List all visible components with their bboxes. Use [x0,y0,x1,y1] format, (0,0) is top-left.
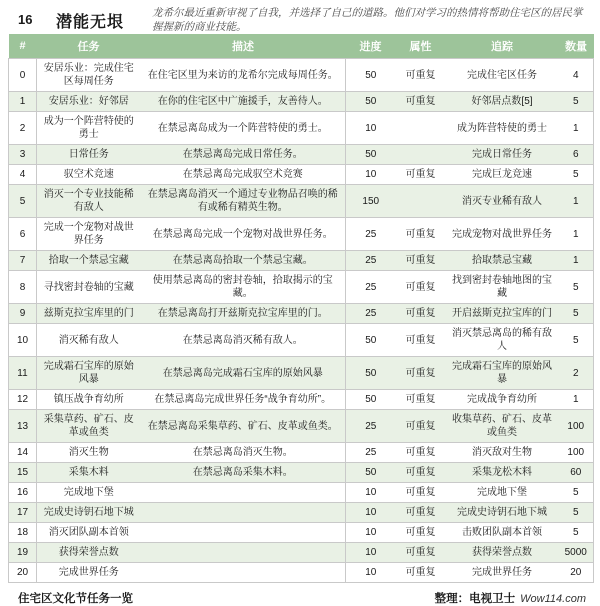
column-header-track: 追踪 [446,34,559,59]
cell-task: 获得荣誉点数 [37,543,141,563]
cell-description [141,543,346,563]
table-row [9,271,594,304]
cell-description: 在禁忌离岛完成日常任务。 [141,145,346,165]
cell-track: 完成地下堡 [446,483,559,503]
cell-index: 4 [9,165,37,185]
cell-attribute: 可重复 [396,165,446,185]
cell-description [141,563,346,583]
table-row [9,145,594,165]
cell-track: 拾取禁忌宝藏 [446,251,559,271]
cell-track: 获得荣誉点数 [446,543,559,563]
cell-attribute [396,185,446,218]
cell-attribute: 可重复 [396,218,446,251]
section-header [0,0,600,34]
table-row [9,410,594,443]
cell-track: 完成史诗钥石地下城 [446,503,559,523]
cell-quantity: 2 [559,357,594,390]
cell-task: 采集草药、矿石、皮革或鱼类 [37,410,141,443]
cell-attribute: 可重复 [396,304,446,324]
cell-task: 安居乐业：好邻居 [37,92,141,112]
cell-index: 10 [9,324,37,357]
cell-attribute: 可重复 [396,443,446,463]
cell-index: 19 [9,543,37,563]
table-row [9,92,594,112]
cell-description: 在禁忌离岛消灭一个通过专业物品召唤的稀有或稀有精英生物。 [141,185,346,218]
cell-quantity: 1 [559,218,594,251]
cell-progress: 50 [346,145,396,165]
cell-track: 完成宠物对战世界任务 [446,218,559,251]
table-row [9,443,594,463]
cell-task: 成为一个阵营特使的勇士 [37,112,141,145]
footer-credit [435,590,586,606]
table-row [9,165,594,185]
cell-attribute: 可重复 [396,483,446,503]
cell-index: 16 [9,483,37,503]
cell-track: 开启兹斯克拉宝库的门 [446,304,559,324]
cell-task: 消灭一个专业技能稀有敌人 [37,185,141,218]
section-title: 潜能无垠 [56,14,125,31]
cell-task: 兹斯克拉宝库里的门 [37,304,141,324]
cell-task: 拾取一个禁忌宝藏 [37,251,141,271]
table-row [9,357,594,390]
column-header-index: # [9,34,37,59]
cell-progress: 25 [346,304,396,324]
cell-progress: 50 [346,357,396,390]
table-row [9,218,594,251]
cell-quantity: 20 [559,563,594,583]
cell-index: 20 [9,563,37,583]
cell-quantity: 5 [559,483,594,503]
cell-index: 14 [9,443,37,463]
cell-index: 15 [9,463,37,483]
column-header-description: 描述 [141,34,346,59]
cell-progress: 150 [346,185,396,218]
cell-progress: 50 [346,324,396,357]
cell-quantity: 5 [559,324,594,357]
cell-track: 完成战争育幼所 [446,390,559,410]
cell-quantity: 1 [559,112,594,145]
cell-track: 完成霜石宝库的原始风暴 [446,357,559,390]
cell-quantity: 1 [559,390,594,410]
cell-task: 驭空术竞速 [37,165,141,185]
cell-track: 好邻居点数[5] [446,92,559,112]
table-row [9,112,594,145]
cell-index: 9 [9,304,37,324]
cell-description: 在你的住宅区中广施援手，友善待人。 [141,92,346,112]
cell-attribute: 可重复 [396,410,446,443]
task-table-body [9,59,594,583]
section-number: 16 [18,12,33,27]
cell-index: 1 [9,92,37,112]
cell-progress: 25 [346,251,396,271]
cell-progress: 10 [346,503,396,523]
cell-track: 成为阵营特使的勇士 [446,112,559,145]
cell-attribute: 可重复 [396,271,446,304]
cell-progress: 10 [346,483,396,503]
cell-index: 13 [9,410,37,443]
cell-track: 找到密封卷轴地图的宝藏 [446,271,559,304]
cell-quantity: 4 [559,59,594,92]
cell-description [141,483,346,503]
cell-track: 完成住宅区任务 [446,59,559,92]
cell-attribute: 可重复 [396,563,446,583]
cell-track: 收集草药、矿石、皮革或鱼类 [446,410,559,443]
cell-index: 2 [9,112,37,145]
cell-progress: 50 [346,92,396,112]
cell-attribute: 可重复 [396,59,446,92]
cell-description [141,503,346,523]
footer [0,583,600,606]
cell-description: 在禁忌离岛完成霜石宝库的原始风暴 [141,357,346,390]
cell-index: 6 [9,218,37,251]
cell-attribute: 可重复 [396,324,446,357]
cell-quantity: 1 [559,185,594,218]
cell-attribute: 可重复 [396,503,446,523]
cell-description: 在禁忌离岛消灭生物。 [141,443,346,463]
cell-description: 在住宅区里为来访的龙希尔完成每周任务。 [141,59,346,92]
column-header-progress: 进度 [346,34,396,59]
cell-description: 在禁忌离岛采集草药、矿石、皮革或鱼类。 [141,410,346,443]
cell-index: 11 [9,357,37,390]
cell-task: 寻找密封卷轴的宝藏 [37,271,141,304]
cell-attribute: 可重复 [396,543,446,563]
table-row [9,543,594,563]
cell-task: 消灭团队副本首领 [37,523,141,543]
cell-progress: 25 [346,218,396,251]
cell-index: 3 [9,145,37,165]
cell-quantity: 100 [559,443,594,463]
footer-caption: 住宅区文化节任务一览 [18,593,133,605]
cell-description: 在禁忌离岛完成世界任务“战争育幼所”。 [141,390,346,410]
cell-track: 完成日常任务 [446,145,559,165]
cell-index: 5 [9,185,37,218]
table-row [9,390,594,410]
table-row [9,483,594,503]
cell-track: 完成巨龙竞速 [446,165,559,185]
cell-quantity: 5 [559,304,594,324]
cell-description: 在禁忌离岛拾取一个禁忌宝藏。 [141,251,346,271]
task-table [8,34,594,583]
cell-quantity: 100 [559,410,594,443]
cell-description: 在禁忌离岛采集木料。 [141,463,346,483]
cell-progress: 25 [346,410,396,443]
cell-quantity: 5 [559,271,594,304]
cell-quantity: 5 [559,92,594,112]
column-header-task: 任务 [37,34,141,59]
cell-track: 完成世界任务 [446,563,559,583]
cell-description: 在禁忌离岛打开兹斯克拉宝库里的门。 [141,304,346,324]
table-row [9,563,594,583]
cell-progress: 10 [346,165,396,185]
cell-attribute [396,112,446,145]
cell-progress: 10 [346,543,396,563]
cell-quantity: 6 [559,145,594,165]
cell-progress: 25 [346,271,396,304]
cell-progress: 50 [346,390,396,410]
cell-description [141,523,346,543]
cell-track: 消灭专业稀有敌人 [446,185,559,218]
cell-quantity: 5 [559,503,594,523]
cell-track: 消灭禁忌离岛的稀有敌人 [446,324,559,357]
table-row [9,251,594,271]
cell-index: 17 [9,503,37,523]
cell-task: 消灭稀有敌人 [37,324,141,357]
cell-quantity: 5 [559,523,594,543]
cell-progress: 50 [346,463,396,483]
cell-task: 完成史诗钥石地下城 [37,503,141,523]
cell-quantity: 1 [559,251,594,271]
cell-index: 0 [9,59,37,92]
cell-task: 采集木料 [37,463,141,483]
cell-index: 7 [9,251,37,271]
cell-description: 使用禁忌离岛的密封卷轴，拾取揭示的宝藏。 [141,271,346,304]
cell-progress: 10 [346,563,396,583]
column-header-quantity: 数量 [559,34,594,59]
cell-progress: 10 [346,523,396,543]
table-row [9,463,594,483]
table-header-row [9,34,594,59]
cell-progress: 50 [346,59,396,92]
cell-progress: 25 [346,443,396,463]
cell-task: 完成世界任务 [37,563,141,583]
cell-attribute: 可重复 [396,251,446,271]
cell-quantity: 5 [559,165,594,185]
cell-quantity: 5000 [559,543,594,563]
cell-progress: 10 [346,112,396,145]
table-row [9,304,594,324]
cell-index: 8 [9,271,37,304]
cell-description: 在禁忌离岛完成一个宠物对战世界任务。 [141,218,346,251]
cell-attribute: 可重复 [396,523,446,543]
cell-attribute: 可重复 [396,390,446,410]
credit-label: 整理：电视卫士 [434,593,516,605]
cell-index: 18 [9,523,37,543]
cell-description: 在禁忌离岛完成驭空术竞赛 [141,165,346,185]
cell-track: 采集龙松木料 [446,463,559,483]
cell-attribute [396,145,446,165]
cell-task: 完成一个宠物对战世界任务 [37,218,141,251]
cell-index: 12 [9,390,37,410]
cell-track: 消灭敌对生物 [446,443,559,463]
cell-task: 日常任务 [37,145,141,165]
cell-task: 完成霜石宝库的原始风暴 [37,357,141,390]
cell-quantity: 60 [559,463,594,483]
column-header-attribute: 属性 [396,34,446,59]
cell-task: 安居乐业：完成住宅区每周任务 [37,59,141,92]
table-row [9,503,594,523]
cell-attribute: 可重复 [396,92,446,112]
table-row [9,324,594,357]
table-row [9,523,594,543]
cell-task: 消灭生物 [37,443,141,463]
cell-task: 完成地下堡 [37,483,141,503]
cell-attribute: 可重复 [396,357,446,390]
cell-attribute: 可重复 [396,463,446,483]
cell-description: 在禁忌离岛消灭稀有敌人。 [141,324,346,357]
cell-task: 镇压战争育幼所 [37,390,141,410]
table-row [9,185,594,218]
table-row [9,59,594,92]
cell-track: 击败团队副本首领 [446,523,559,543]
section-description: 龙希尔最近重新审视了自我，并选择了自己的道路。他们对学习的热情将帮助住宅区的居民掌握握新的商业技能。 [152,7,583,33]
credit-site: Wow114.com [520,593,586,605]
cell-description: 在禁忌离岛成为一个阵营特使的勇士。 [141,112,346,145]
